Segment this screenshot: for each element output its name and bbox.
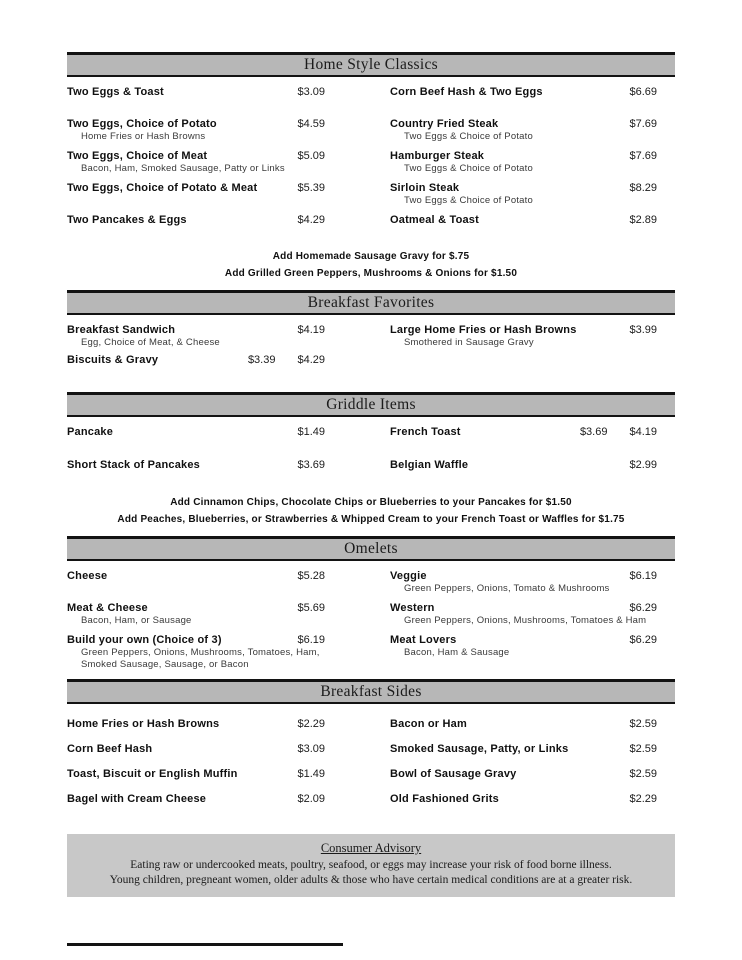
- item-prices: [289, 182, 325, 194]
- menu-sections: [67, 52, 675, 818]
- item-prices: [240, 354, 325, 366]
- item-name: Two Pancakes & Eggs: [67, 214, 187, 226]
- menu-item: [67, 150, 325, 182]
- item-prices: [289, 570, 325, 582]
- item-prices: [621, 570, 657, 582]
- item-prices: [621, 324, 657, 336]
- item-prices: [621, 118, 657, 130]
- menu-item-line: [390, 634, 657, 646]
- menu-item-line: [67, 570, 325, 582]
- menu-item: [390, 634, 657, 666]
- item-name: Cheese: [67, 570, 108, 582]
- menu-item: [390, 150, 657, 182]
- section-header: [67, 52, 675, 77]
- item-price: $6.69: [629, 86, 657, 98]
- item-name: Large Home Fries or Hash Browns: [390, 324, 577, 336]
- menu-item: [390, 214, 657, 246]
- menu-item-line: [67, 324, 325, 336]
- item-name: French Toast: [390, 426, 461, 438]
- item-description: Home Fries or Hash Browns: [81, 131, 206, 142]
- menu-item: [67, 118, 325, 150]
- menu-item: [67, 718, 325, 743]
- item-name: Two Eggs, Choice of Potato: [67, 118, 217, 130]
- section-columns: [67, 86, 675, 246]
- menu-item-line: [67, 182, 325, 194]
- menu-item: [67, 743, 325, 768]
- menu-item-line: [390, 743, 657, 755]
- menu-column-right: [390, 718, 657, 818]
- consumer-advisory: [67, 834, 675, 897]
- item-name: Biscuits & Gravy: [67, 354, 159, 366]
- menu-item-line: [67, 768, 325, 780]
- menu-item: [67, 214, 325, 246]
- item-price: $2.29: [629, 793, 657, 805]
- item-description: Green Peppers, Onions, Tomato & Mushrooms: [404, 583, 610, 594]
- item-name: Two Eggs, Choice of Meat: [67, 150, 208, 162]
- item-prices: [621, 602, 657, 614]
- menu-section: [67, 392, 675, 528]
- item-name: Home Fries or Hash Browns: [67, 718, 220, 730]
- menu-item-line: [390, 768, 657, 780]
- menu-item: [390, 718, 657, 743]
- item-price: $2.89: [629, 214, 657, 226]
- item-prices: [621, 793, 657, 805]
- item-prices: [289, 634, 325, 646]
- item-name: Veggie: [390, 570, 427, 582]
- item-prices: [621, 634, 657, 646]
- menu-item-line: [390, 602, 657, 614]
- item-prices: [289, 214, 325, 226]
- item-description: Bacon, Ham, or Sausage: [81, 615, 192, 626]
- item-description: Bacon, Ham, Smoked Sausage, Patty or Links: [81, 163, 285, 174]
- section-title: Breakfast Sides: [320, 683, 422, 700]
- menu-item: [390, 570, 657, 602]
- item-description: Egg, Choice of Meat, & Cheese: [81, 337, 220, 348]
- item-name: Sirloin Steak: [390, 182, 460, 194]
- item-price: $3.39: [247, 354, 276, 366]
- menu-section: [67, 679, 675, 818]
- menu-item: [67, 570, 325, 602]
- item-description: Green Peppers, Onions, Mushrooms, Tomatoes, Ham, Smoked Sausage, Sausage, or Bacon: [81, 647, 320, 670]
- menu-section: [67, 536, 675, 671]
- section-header: [67, 679, 675, 704]
- item-name: Bacon or Ham: [390, 718, 467, 730]
- item-price: $2.59: [629, 768, 657, 780]
- item-price: $7.69: [629, 118, 657, 130]
- menu-item: [390, 743, 657, 768]
- menu-section: [67, 52, 675, 282]
- menu-item: [67, 634, 325, 671]
- menu-column-left: [67, 570, 325, 671]
- item-price: $3.69: [579, 426, 608, 438]
- menu-item-line: [390, 793, 657, 805]
- item-prices: [621, 743, 657, 755]
- advisory-line-1: Eating raw or undercooked meats, poultry, seafood, or eggs may increase your risk of food borne illness.: [130, 859, 612, 871]
- item-prices: [621, 182, 657, 194]
- bottom-partial-rule: [67, 943, 343, 946]
- menu-item-line: [67, 634, 325, 646]
- menu-item-line: [390, 570, 657, 582]
- item-name: Country Fried Steak: [390, 118, 499, 130]
- menu-item-line: [67, 354, 325, 366]
- item-prices: [289, 459, 325, 471]
- menu-item-line: [67, 150, 325, 162]
- item-price: $2.29: [297, 718, 325, 730]
- menu-item-line: [390, 86, 657, 98]
- menu-item-line: [390, 214, 657, 226]
- menu-item-line: [67, 426, 325, 438]
- item-price: $8.29: [629, 182, 657, 194]
- item-price: $6.29: [629, 602, 657, 614]
- item-price: $2.59: [629, 743, 657, 755]
- item-prices: [621, 718, 657, 730]
- menu-item-line: [67, 793, 325, 805]
- menu-item-line: [67, 602, 325, 614]
- item-price: $7.69: [629, 150, 657, 162]
- item-prices: [289, 118, 325, 130]
- item-description: Two Eggs & Choice of Potato: [404, 163, 533, 174]
- item-prices: [289, 150, 325, 162]
- menu-item: [390, 768, 657, 793]
- item-price: $3.09: [297, 743, 325, 755]
- item-prices: [621, 768, 657, 780]
- item-price: $2.59: [629, 718, 657, 730]
- item-prices: [289, 86, 325, 98]
- item-name: Western: [390, 602, 435, 614]
- menu-item: [390, 459, 657, 492]
- section-columns: [67, 570, 675, 671]
- advisory-line-2: Young children, pregneant women, older adults & those who have certain medical conditions are at a greater risk.: [109, 874, 633, 886]
- item-description: Bacon, Ham & Sausage: [404, 647, 510, 658]
- menu-item: [67, 354, 325, 384]
- item-prices: [289, 718, 325, 730]
- section-header: [67, 392, 675, 417]
- section-columns: [67, 718, 675, 818]
- item-price: $5.09: [297, 150, 325, 162]
- item-price: $4.59: [297, 118, 325, 130]
- item-prices: [289, 426, 325, 438]
- item-price: $4.19: [297, 324, 325, 336]
- item-price: $6.19: [297, 634, 325, 646]
- item-price: $4.29: [297, 214, 325, 226]
- menu-column-left: [67, 426, 325, 492]
- item-price: $6.19: [629, 570, 657, 582]
- item-name: Belgian Waffle: [390, 459, 469, 471]
- menu-column-right: [390, 86, 657, 246]
- item-name: Short Stack of Pancakes: [67, 459, 200, 471]
- item-name: Hamburger Steak: [390, 150, 485, 162]
- menu-column-right: [390, 426, 657, 492]
- menu-item: [67, 426, 325, 459]
- menu-item: [67, 324, 325, 354]
- item-name: Oatmeal & Toast: [390, 214, 479, 226]
- item-prices: [621, 86, 657, 98]
- menu-item-line: [67, 214, 325, 226]
- section-title: Breakfast Favorites: [307, 294, 435, 311]
- section-notes: [67, 494, 675, 528]
- item-name: Pancake: [67, 426, 114, 438]
- menu-item-line: [390, 182, 657, 194]
- section-columns: [67, 426, 675, 492]
- section-note: Add Grilled Green Peppers, Mushrooms & Onions for $1.50: [224, 268, 518, 279]
- item-price: $3.99: [629, 324, 657, 336]
- menu-item-line: [390, 324, 657, 336]
- item-name: Corn Beef Hash & Two Eggs: [390, 86, 543, 98]
- section-title: Omelets: [344, 540, 398, 557]
- section-note: Add Peaches, Blueberries, or Strawberries & Whipped Cream to your French Toast or Waffles for $1.75: [117, 514, 625, 525]
- menu-item: [67, 602, 325, 634]
- item-price: $5.69: [297, 602, 325, 614]
- item-prices: [289, 793, 325, 805]
- section-title: Griddle Items: [326, 396, 416, 413]
- menu-item: [390, 324, 657, 354]
- menu-item: [67, 182, 325, 214]
- section-title: Home Style Classics: [304, 56, 438, 73]
- menu-item-line: [390, 118, 657, 130]
- item-description: Two Eggs & Choice of Potato: [404, 195, 533, 206]
- menu-section: [67, 290, 675, 384]
- section-note: Add Homemade Sausage Gravy for $.75: [272, 251, 470, 262]
- item-prices: [621, 459, 657, 471]
- menu-item-line: [67, 86, 325, 98]
- item-price: $1.49: [297, 426, 325, 438]
- item-description: Two Eggs & Choice of Potato: [404, 131, 533, 142]
- menu-item-line: [390, 150, 657, 162]
- item-prices: [289, 743, 325, 755]
- advisory-title: Consumer Advisory: [320, 841, 422, 855]
- item-name: Toast, Biscuit or English Muffin: [67, 768, 238, 780]
- item-name: Breakfast Sandwich: [67, 324, 176, 336]
- menu-item: [67, 459, 325, 492]
- item-price: $5.39: [297, 182, 325, 194]
- item-prices: [621, 150, 657, 162]
- section-header: [67, 536, 675, 561]
- item-price: $3.09: [297, 86, 325, 98]
- item-name: Meat & Cheese: [67, 602, 148, 614]
- item-name: Smoked Sausage, Patty, or Links: [390, 743, 569, 755]
- menu-column-left: [67, 86, 325, 246]
- item-price: $5.28: [297, 570, 325, 582]
- menu-item: [390, 182, 657, 214]
- section-header: [67, 290, 675, 315]
- menu-item: [67, 768, 325, 793]
- section-notes: [67, 248, 675, 282]
- item-price: $1.49: [297, 768, 325, 780]
- item-name: Build your own (Choice of 3): [67, 634, 222, 646]
- menu-column-right: [390, 324, 657, 384]
- menu-column-left: [67, 718, 325, 818]
- menu-column-right: [390, 570, 657, 671]
- menu-item-line: [67, 459, 325, 471]
- menu-item: [390, 118, 657, 150]
- item-prices: [289, 324, 325, 336]
- section-note: Add Cinnamon Chips, Chocolate Chips or Blueberries to your Pancakes for $1.50: [170, 497, 572, 508]
- menu-item-line: [67, 718, 325, 730]
- section-columns: [67, 324, 675, 384]
- item-price: $3.69: [297, 459, 325, 471]
- menu-item: [390, 602, 657, 634]
- item-price: $4.19: [629, 426, 657, 438]
- item-prices: [621, 214, 657, 226]
- item-price: $2.99: [629, 459, 657, 471]
- item-name: Bowl of Sausage Gravy: [390, 768, 517, 780]
- menu-item: [390, 86, 657, 118]
- menu-item: [67, 793, 325, 818]
- item-price: $2.09: [297, 793, 325, 805]
- item-prices: [289, 602, 325, 614]
- item-name: Two Eggs & Toast: [67, 86, 164, 98]
- item-name: Corn Beef Hash: [67, 743, 153, 755]
- item-name: Two Eggs, Choice of Potato & Meat: [67, 182, 258, 194]
- item-prices: [572, 426, 657, 438]
- item-prices: [289, 768, 325, 780]
- menu-item: [390, 426, 657, 459]
- item-description: Smothered in Sausage Gravy: [404, 337, 534, 348]
- menu-item-line: [390, 459, 657, 471]
- item-name: Old Fashioned Grits: [390, 793, 499, 805]
- menu-item: [390, 793, 657, 818]
- item-description: Green Peppers, Onions, Mushrooms, Tomatoes & Ham: [404, 615, 647, 626]
- menu-column-left: [67, 324, 325, 384]
- menu-item-line: [67, 118, 325, 130]
- menu-item-line: [390, 426, 657, 438]
- menu-item-line: [67, 743, 325, 755]
- menu-item: [67, 86, 325, 118]
- item-name: Meat Lovers: [390, 634, 457, 646]
- item-price: $6.29: [629, 634, 657, 646]
- item-price: $4.29: [297, 354, 325, 366]
- item-name: Bagel with Cream Cheese: [67, 793, 207, 805]
- menu-item-line: [390, 718, 657, 730]
